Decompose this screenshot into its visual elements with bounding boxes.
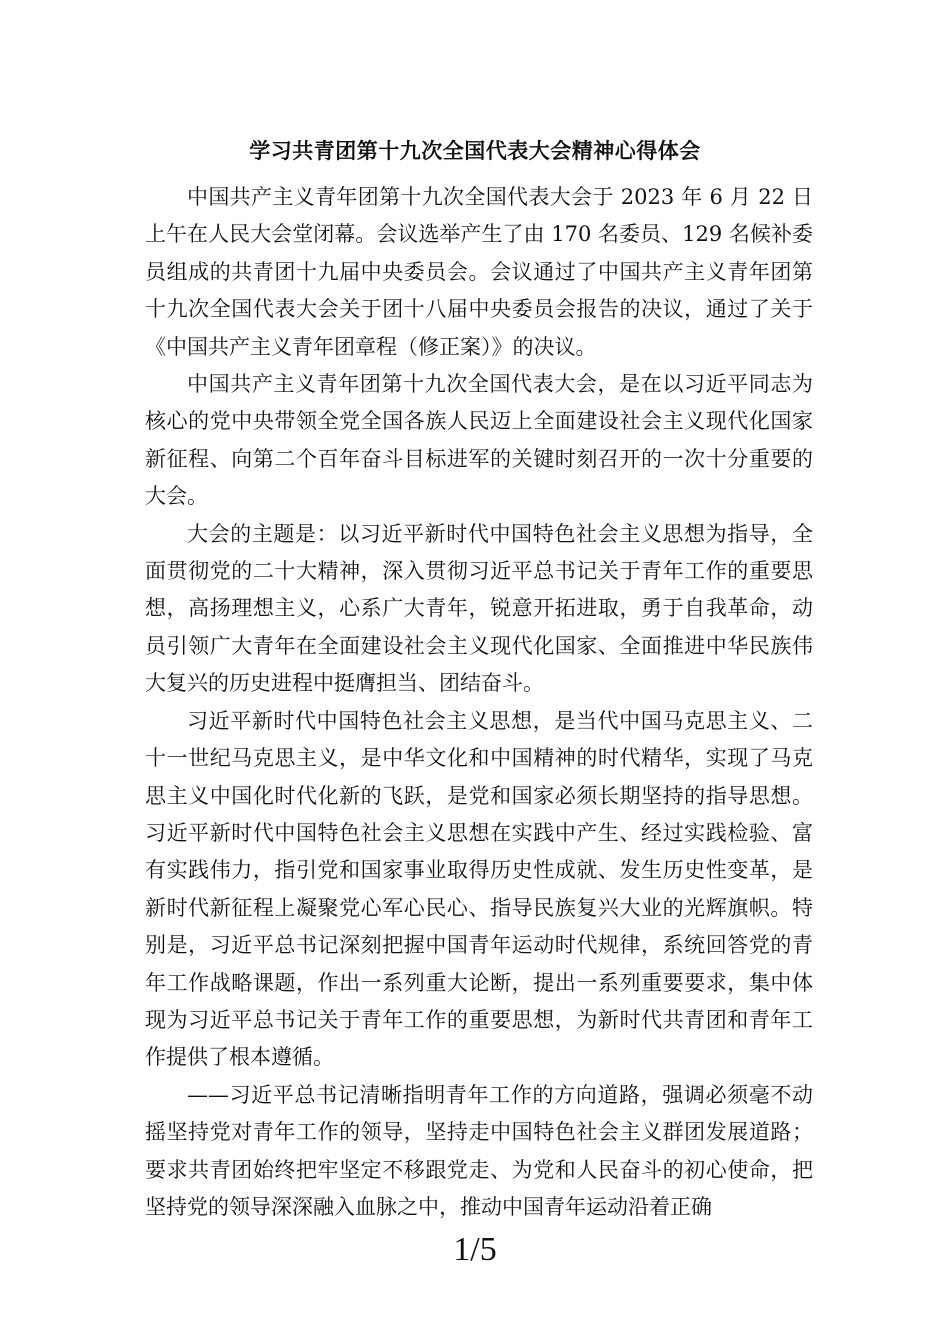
paragraph: 中国共产主义青年团第十九次全国代表大会于 2023 年 6 月 22 日上午在人民大会堂闭幕。会议选举产生了由 170 名委员、129 名候补委员组成的共青团十九届中央委员会。会议通过了中国共产主义青年团第十九次全国代表大会关于团十八届中央委员会报告的决议，通过了关于《中国共产主义青年团章程（修正案）》的决议。 (145, 185, 813, 359)
paragraph: 大会的主题是：以习近平新时代中国特色社会主义思想为指导，全面贯彻党的二十大精神，深入贯彻习近平总书记关于青年工作的重要思想，高扬理想主义，心系广大青年，锐意开拓进取，勇于自我革命，动员引领广大青年在全面建设社会主义现代化国家、全面推进中华民族伟大复兴的历史进程中挺膺担当、团结奋斗。 (145, 521, 813, 696)
document-body (145, 179, 813, 1226)
page-number: 1/5 (453, 1231, 497, 1268)
paragraph: 习近平新时代中国特色社会主义思想，是当代中国马克思主义、二十一世纪马克思主义，是中华文化和中国精神的时代精华，实现了马克思主义中国化时代化新的飞跃，是党和国家必须长期坚持的指导思想。习近平新时代中国特色社会主义思想在实践中产生、经过实践检验、富有实践伟力，指引党和国家事业取得历史性成就、发生历史性变革，是新时代新征程上凝聚党心军心民心、指导民族复兴大业的光辉旗帜。特别是，习近平总书记深刻把握中国青年运动时代规律，系统回答党的青年工作战略课题，作出一系列重大论断，提出一系列重要要求，集中体现为习近平总书记关于青年工作的重要思想，为新时代共青团和青年工作提供了根本遵循。 (145, 708, 813, 1070)
document-title: 学习共青团第十九次全国代表大会精神心得体会 (249, 138, 701, 163)
paragraph: 中国共产主义青年团第十九次全国代表大会，是在以习近平同志为核心的党中央带领全党全国各族人民迈上全面建设社会主义现代化国家新征程、向第二个百年奋斗目标进军的关键时刻召开的一次十分重要的大会。 (145, 372, 813, 509)
paragraph: ——习近平总书记清晰指明青年工作的方向道路，强调必须毫不动摇坚持党对青年工作的领导，坚持走中国特色社会主义群团发展道路；要求共青团始终把牢坚定不移跟党走、为党和人民奋斗的初心使命，把坚持党的领导深深融入血脉之中，推动中国青年运动沿着正确 (145, 1082, 813, 1219)
